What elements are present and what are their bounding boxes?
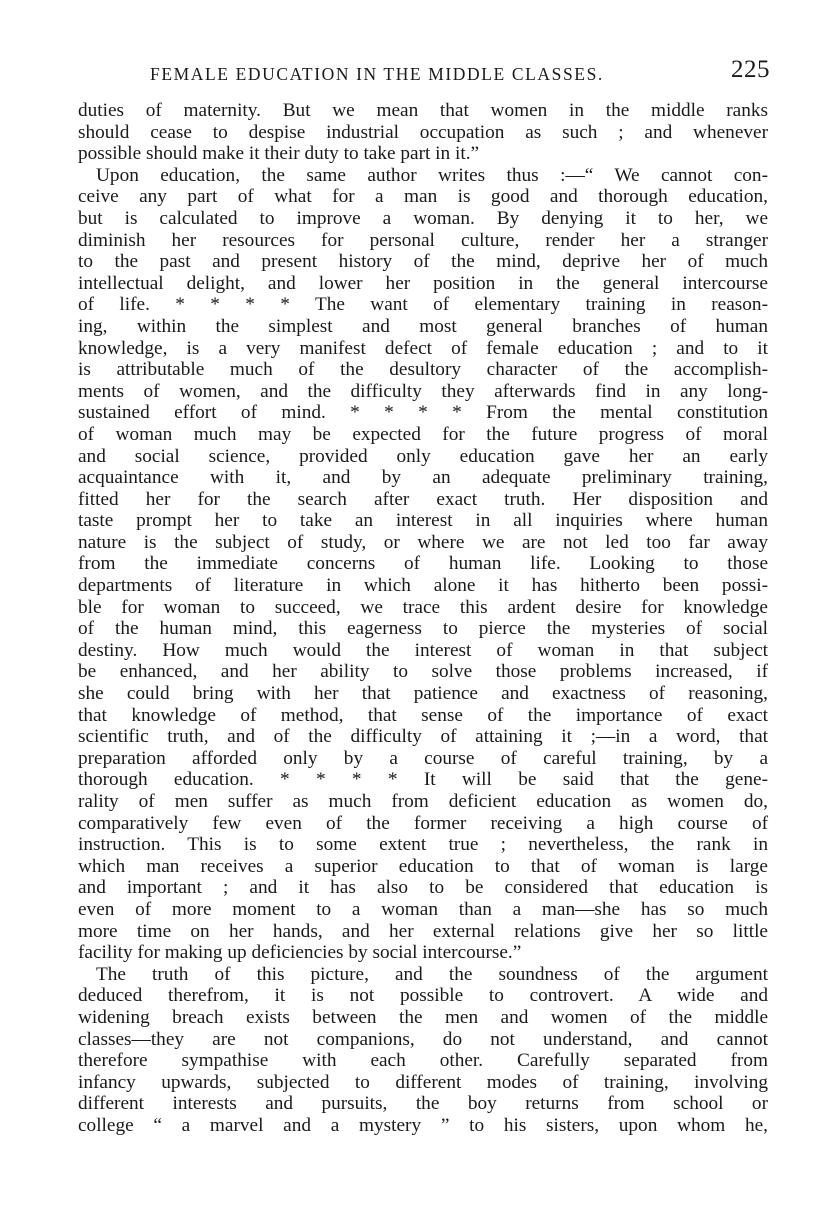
running-title: FEMALE EDUCATION IN THE MIDDLE CLASSES.	[150, 64, 604, 84]
text-line: of woman much may be expected for the future progress of moral	[78, 423, 768, 445]
text-line: preparation afforded only by a course of careful training, by a	[78, 747, 768, 769]
text-line: should cease to despise industrial occupation as such ; and whenever	[78, 121, 768, 143]
text-line: deduced therefrom, it is not possible to controvert. A wide and	[78, 985, 768, 1007]
text-line: is attributable much of the desultory character of the accomplish-	[78, 359, 768, 381]
text-line: nature is the subject of study, or where we are not led too far away	[78, 531, 768, 553]
text-line: intellectual delight, and lower her position in the general intercourse	[78, 272, 768, 294]
text-line: sustained effort of mind. * * * * From the mental constitution	[78, 402, 768, 424]
text-line: possible should make it their duty to take part in it.”	[78, 143, 480, 165]
text-line: even of more moment to a woman than a man—she has so much	[78, 898, 768, 920]
text-line: and social science, provided only education gave her an early	[78, 445, 768, 467]
text-line: more time on her hands, and her external relations give her so little	[78, 920, 768, 942]
text-line: classes—they are not companions, do not understand, and cannot	[78, 1028, 768, 1050]
body-text	[78, 100, 768, 1137]
text-line: Upon education, the same author writes thus :—“ We cannot con-	[96, 164, 768, 186]
text-line: The truth of this picture, and the soundness of the argument	[96, 963, 768, 985]
text-line: acquaintance with it, and by an adequate preliminary training,	[78, 467, 768, 489]
text-line: departments of literature in which alone it has hitherto been possi-	[78, 575, 768, 597]
text-line: ble for woman to succeed, we trace this ardent desire for knowledge	[78, 596, 768, 618]
page-number: 225	[731, 56, 770, 83]
text-line: infancy upwards, subjected to different modes of training, involving	[78, 1071, 768, 1093]
text-line: to the past and present history of the mind, deprive her of much	[78, 251, 768, 273]
text-line: therefore sympathise with each other. Carefully separated from	[78, 1050, 768, 1072]
text-line: instruction. This is to some extent true ; nevertheless, the rank in	[78, 834, 768, 856]
text-line: duties of maternity. But we mean that women in the middle ranks	[78, 100, 768, 121]
text-line: diminish her resources for personal culture, render her a stranger	[78, 229, 768, 251]
text-line: ceive any part of what for a man is good and thorough education,	[78, 186, 768, 208]
text-line: which man receives a superior education to that of woman is large	[78, 855, 768, 877]
text-line: but is calculated to improve a woman. By denying it to her, we	[78, 207, 768, 229]
running-head	[78, 56, 770, 90]
text-line: thorough education. * * * * It will be said that the gene-	[78, 769, 768, 791]
text-line: she could bring with her that patience and exactness of reasoning,	[78, 683, 768, 705]
text-line: ing, within the simplest and most general branches of human	[78, 315, 768, 337]
text-line: fitted her for the search after exact truth. Her disposition and	[78, 488, 768, 510]
text-line: rality of men suffer as much from deficient education as women do,	[78, 791, 768, 812]
text-line: destiny. How much would the interest of woman in that subject	[78, 639, 768, 661]
text-line: be enhanced, and her ability to solve those problems increased, if	[78, 661, 768, 683]
text-line: scientific truth, and of the difficulty of attaining it ;—in a word, that	[78, 726, 768, 748]
text-line: from the immediate concerns of human life. Looking to those	[78, 553, 768, 575]
text-line: widening breach exists between the men and women of the middle	[78, 1006, 768, 1028]
text-line: ments of women, and the difficulty they afterwards find in any long-	[78, 380, 768, 402]
text-line: knowledge, is a very manifest defect of female education ; and to it	[78, 337, 768, 359]
text-line: of life. * * * * The want of elementary training in reason-	[78, 294, 768, 316]
text-line: of the human mind, this eagerness to pierce the mysteries of social	[78, 618, 768, 640]
text-line: and important ; and it has also to be considered that education is	[78, 877, 768, 899]
text-line: college “ a marvel and a mystery ” to his sisters, upon whom he,	[78, 1114, 768, 1136]
text-line: different interests and pursuits, the boy returns from school or	[78, 1093, 768, 1115]
text-line: comparatively few even of the former receiving a high course of	[78, 812, 768, 834]
text-line: that knowledge of method, that sense of the importance of exact	[78, 704, 768, 726]
text-line: taste prompt her to take an interest in all inquiries where human	[78, 510, 768, 532]
text-line: facility for making up deficiencies by social intercourse.”	[78, 942, 522, 964]
